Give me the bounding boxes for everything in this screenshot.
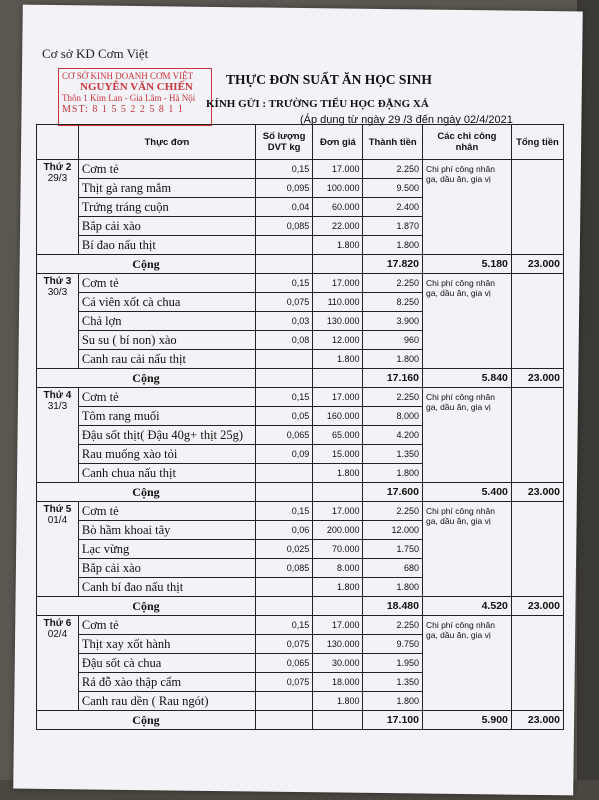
sum-qty [255, 711, 312, 730]
unit-price: 1.800 [313, 578, 363, 597]
dish-name: Rau muống xào tỏi [78, 445, 255, 464]
unit-price: 30.000 [313, 654, 363, 673]
total-cell [511, 616, 563, 711]
amount: 9.750 [363, 635, 423, 654]
quantity: 0,075 [255, 673, 312, 692]
dish-name: Tôm rang muối [78, 407, 255, 426]
document-title: THỰC ĐƠN SUẤT ĂN HỌC SINH [226, 72, 432, 87]
other-costs-note: Chi phí công nhân ga, dầu ăn, gia vị [422, 274, 511, 369]
day-cell [37, 160, 79, 255]
dish-name: Cơm tẻ [78, 160, 255, 179]
dish-name: Cơm tẻ [78, 388, 255, 407]
sum-total: 23.000 [511, 255, 563, 274]
sum-other: 5.180 [422, 255, 511, 274]
unit-price: 1.800 [313, 350, 363, 369]
date: 31/3 [47, 401, 68, 412]
dish-name: Cơm tẻ [78, 616, 255, 635]
amount: 2.250 [363, 274, 423, 293]
amount: 1.800 [363, 236, 423, 255]
amount: 680 [363, 559, 423, 578]
unit-price: 130.000 [313, 635, 363, 654]
amount: 1.800 [363, 350, 423, 369]
dish-name: Chả lợn [78, 312, 255, 331]
dish-name: Trứng tráng cuộn [78, 198, 255, 217]
quantity: 0,095 [255, 179, 312, 198]
dish-name: Cơm tẻ [78, 274, 255, 293]
unit-price: 100.000 [313, 179, 363, 198]
quantity: 0,075 [255, 293, 312, 312]
day-cell [37, 274, 79, 369]
sum-price [313, 483, 363, 502]
dish-name: Lạc vừng [78, 540, 255, 559]
sum-label: Cộng [37, 255, 256, 274]
total-cell [511, 502, 563, 597]
amount: 8.000 [363, 407, 423, 426]
quantity: 0,065 [255, 654, 312, 673]
date: 30/3 [47, 287, 68, 298]
amount: 8.250 [363, 293, 423, 312]
amount: 12.000 [363, 521, 423, 540]
sum-price [313, 597, 363, 616]
dish-name: Bò hầm khoai tây [78, 521, 255, 540]
sum-row [37, 369, 564, 388]
unit-price: 60.000 [313, 198, 363, 217]
quantity: 0,05 [255, 407, 312, 426]
quantity [255, 464, 312, 483]
dish-name: Canh rau cải nấu thịt [78, 350, 255, 369]
dish-name: Đậu sốt thịt( Đậu 40g+ thịt 25g) [78, 426, 255, 445]
table-row [37, 388, 564, 407]
date: 02/4 [47, 629, 68, 640]
amount: 960 [363, 331, 423, 350]
amount: 9.500 [363, 179, 423, 198]
quantity: 0,15 [255, 274, 312, 293]
other-costs-note: Chi phí công nhân ga, dầu ăn, gia vị [422, 502, 511, 597]
stamp-tax-id: MST: 8 1 5 5 2 2 5 8 1 1 [62, 104, 184, 115]
dish-name: Cơm tẻ [78, 502, 255, 521]
unit-price: 8.000 [313, 559, 363, 578]
dish-name: Canh chua nấu thịt [78, 464, 255, 483]
quantity: 0,15 [255, 616, 312, 635]
dish-name: Cá viên xốt cà chua [78, 293, 255, 312]
date-range: (Áp dụng từ ngày 29 /3 đến ngày 02/4/2021 [300, 114, 513, 126]
sum-price [313, 369, 363, 388]
other-costs-note: Chi phí công nhân ga, dầu ăn, gia vị [422, 616, 511, 711]
sum-label: Cộng [37, 597, 256, 616]
other-costs-note: Chi phí công nhân ga, dầu ăn, gia vị [422, 388, 511, 483]
amount: 1.950 [363, 654, 423, 673]
quantity: 0,085 [255, 217, 312, 236]
company-stamp [58, 68, 212, 126]
unit-price: 18.000 [313, 673, 363, 692]
dish-name: Bắp cải xào [78, 217, 255, 236]
weekday: Thứ 5 [43, 504, 72, 515]
day-cell [37, 616, 79, 711]
unit-price: 17.000 [313, 274, 363, 293]
sum-price [313, 255, 363, 274]
dish-name: Rá đỗ xào thập cẩm [78, 673, 255, 692]
header-amount: Thành tiền [363, 125, 423, 160]
date: 01/4 [47, 515, 68, 526]
sum-amount: 18.480 [363, 597, 423, 616]
unit-price: 65.000 [313, 426, 363, 445]
sum-qty [255, 483, 312, 502]
amount: 2.250 [363, 388, 423, 407]
stamp-line-1: CƠ SỞ KINH DOANH CƠM VIỆT [62, 71, 194, 81]
quantity: 0,15 [255, 160, 312, 179]
unit-price: 1.800 [313, 236, 363, 255]
header-other: Các chi công nhân [422, 125, 511, 160]
sum-amount: 17.100 [363, 711, 423, 730]
sum-amount: 17.600 [363, 483, 423, 502]
total-cell [511, 160, 563, 255]
sum-label: Cộng [37, 711, 256, 730]
stamp-line-2: NGUYỄN VĂN CHIẾN [80, 81, 193, 93]
unit-price: 17.000 [313, 388, 363, 407]
quantity: 0,15 [255, 388, 312, 407]
sum-total: 23.000 [511, 711, 563, 730]
quantity: 0,03 [255, 312, 312, 331]
sum-total: 23.000 [511, 483, 563, 502]
amount: 1.870 [363, 217, 423, 236]
amount: 2.250 [363, 616, 423, 635]
sum-amount: 17.160 [363, 369, 423, 388]
unit-price: 160.000 [313, 407, 363, 426]
table-header-row [37, 125, 564, 160]
quantity: 0,15 [255, 502, 312, 521]
amount: 1.800 [363, 464, 423, 483]
unit-price: 110.000 [313, 293, 363, 312]
sum-row [37, 597, 564, 616]
total-cell [511, 274, 563, 369]
quantity [255, 692, 312, 711]
dish-name: Bắp cải xào [78, 559, 255, 578]
quantity: 0,065 [255, 426, 312, 445]
organization-name: Cơ sở KD Cơm Việt [42, 46, 149, 61]
amount: 2.250 [363, 160, 423, 179]
unit-price: 15.000 [313, 445, 363, 464]
sum-price [313, 711, 363, 730]
table-row [37, 160, 564, 179]
day-cell [37, 388, 79, 483]
amount: 2.250 [363, 502, 423, 521]
menu-body [37, 160, 564, 730]
unit-price: 17.000 [313, 502, 363, 521]
unit-price: 200.000 [313, 521, 363, 540]
dish-name: Su su ( bí non) xào [78, 331, 255, 350]
stamp-line-3: Thôn 1 Kim Lan - Gia Lâm - Hà Nội [62, 93, 196, 103]
header-total: Tổng tiền [511, 125, 563, 160]
sum-qty [255, 369, 312, 388]
unit-price: 22.000 [313, 217, 363, 236]
amount: 1.800 [363, 692, 423, 711]
unit-price: 70.000 [313, 540, 363, 559]
quantity: 0,09 [255, 445, 312, 464]
unit-price: 17.000 [313, 616, 363, 635]
sum-row [37, 255, 564, 274]
sum-label: Cộng [37, 483, 256, 502]
dish-name: Bí đao nấu thịt [78, 236, 255, 255]
menu-table [36, 124, 564, 730]
weekday: Thứ 6 [43, 618, 72, 629]
quantity [255, 578, 312, 597]
weekday: Thứ 2 [43, 162, 72, 173]
sum-row [37, 711, 564, 730]
unit-price: 12.000 [313, 331, 363, 350]
sum-amount: 17.820 [363, 255, 423, 274]
sum-other: 4.520 [422, 597, 511, 616]
unit-price: 1.800 [313, 692, 363, 711]
unit-price: 1.800 [313, 464, 363, 483]
amount: 3.900 [363, 312, 423, 331]
sum-qty [255, 255, 312, 274]
sum-total: 23.000 [511, 369, 563, 388]
unit-price: 17.000 [313, 160, 363, 179]
quantity: 0,06 [255, 521, 312, 540]
date: 29/3 [47, 173, 68, 184]
sum-row [37, 483, 564, 502]
dish-name: Thịt gà rang mắm [78, 179, 255, 198]
header-day [37, 125, 79, 160]
quantity: 0,08 [255, 331, 312, 350]
header-menu: Thực đơn [78, 125, 255, 160]
other-costs-note: Chi phí công nhân ga, dầu ăn, gia vị [422, 160, 511, 255]
amount: 1.350 [363, 445, 423, 464]
amount: 1.350 [363, 673, 423, 692]
sum-other: 5.900 [422, 711, 511, 730]
unit-price: 130.000 [313, 312, 363, 331]
weekday: Thứ 3 [43, 276, 72, 287]
weekday: Thứ 4 [43, 390, 72, 401]
day-cell [37, 502, 79, 597]
sum-label: Cộng [37, 369, 256, 388]
quantity [255, 236, 312, 255]
amount: 4.200 [363, 426, 423, 445]
dish-name: Đậu sốt cà chua [78, 654, 255, 673]
sum-other: 5.400 [422, 483, 511, 502]
amount: 1.800 [363, 578, 423, 597]
quantity: 0,04 [255, 198, 312, 217]
quantity: 0,025 [255, 540, 312, 559]
quantity: 0,075 [255, 635, 312, 654]
recipient-line: KÍNH GỬI : TRƯỜNG TIỂU HỌC ĐẶNG XÁ [206, 98, 429, 110]
dish-name: Thịt xay xốt hành [78, 635, 255, 654]
dish-name: Canh bí đao nấu thịt [78, 578, 255, 597]
dish-name: Canh rau dền ( Rau ngót) [78, 692, 255, 711]
sum-other: 5.840 [422, 369, 511, 388]
table-row [37, 616, 564, 635]
total-cell [511, 388, 563, 483]
quantity [255, 350, 312, 369]
table-row [37, 502, 564, 521]
header-price: Đơn giá [313, 125, 363, 160]
table-row [37, 274, 564, 293]
header-qty: Số lượng DVT kg [255, 125, 312, 160]
amount: 2.400 [363, 198, 423, 217]
sum-total: 23.000 [511, 597, 563, 616]
amount: 1.750 [363, 540, 423, 559]
sum-qty [255, 597, 312, 616]
quantity: 0,085 [255, 559, 312, 578]
